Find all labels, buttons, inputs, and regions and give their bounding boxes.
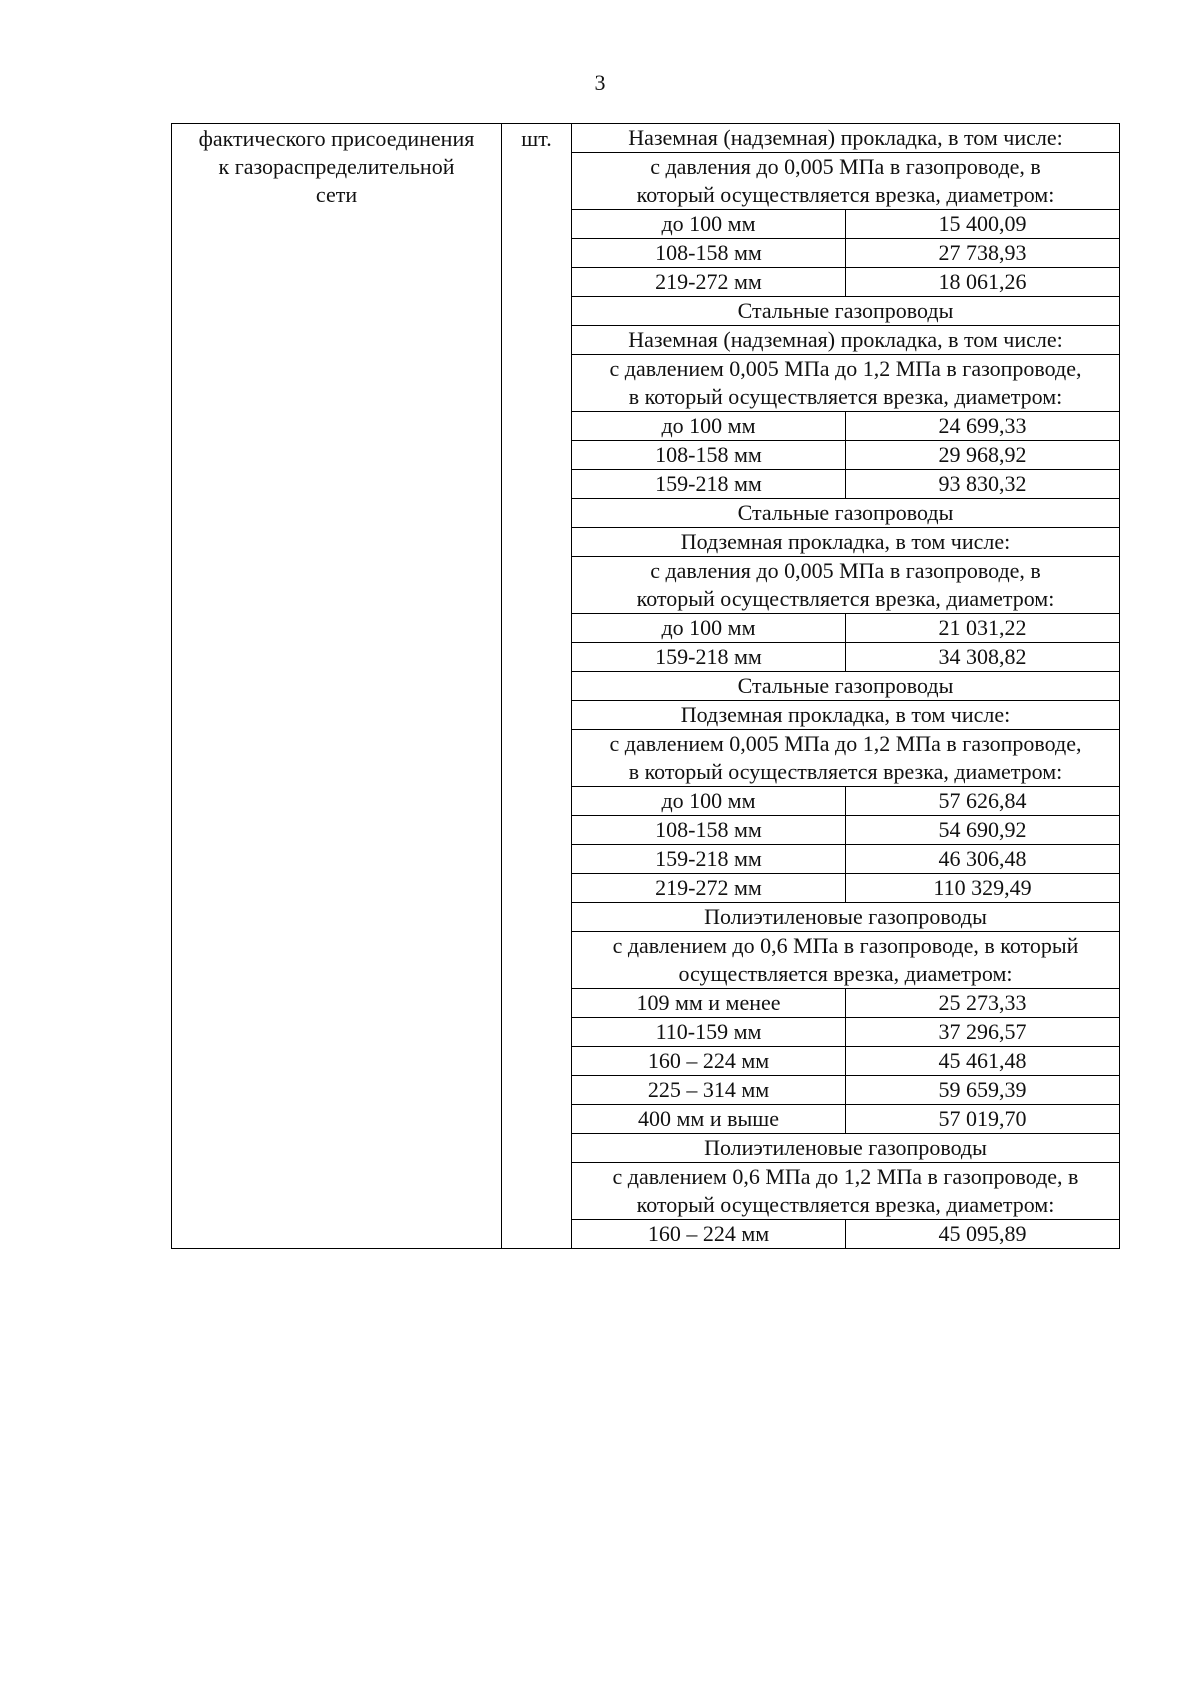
rate-value: 59 659,39 — [846, 1076, 1120, 1105]
rates-table — [572, 124, 1119, 1248]
rate-row — [572, 441, 1119, 470]
rate-value: 25 273,33 — [846, 989, 1120, 1018]
rate-row — [572, 816, 1119, 845]
rate-value: 21 031,22 — [846, 614, 1120, 643]
diameter-label: 108-158 мм — [572, 441, 846, 470]
section-row — [572, 124, 1119, 153]
rate-value: 18 061,26 — [846, 268, 1120, 297]
rates-cell — [572, 124, 1120, 1249]
rate-value: 15 400,09 — [846, 210, 1120, 239]
rate-value: 27 738,93 — [846, 239, 1120, 268]
rate-row — [572, 239, 1119, 268]
section-heading: Наземная (надземная) прокладка, в том числе: — [572, 326, 1119, 355]
rate-value: 24 699,33 — [846, 412, 1120, 441]
section-heading: Подземная прокладка, в том числе: — [572, 528, 1119, 557]
section-row — [572, 1134, 1119, 1163]
rate-value: 45 461,48 — [846, 1047, 1120, 1076]
diameter-label: до 100 мм — [572, 412, 846, 441]
rate-row — [572, 1220, 1119, 1249]
rate-value: 34 308,82 — [846, 643, 1120, 672]
rate-value: 46 306,48 — [846, 845, 1120, 874]
section-row — [572, 701, 1119, 730]
section-row — [572, 903, 1119, 932]
rate-row — [572, 874, 1119, 903]
rate-value: 37 296,57 — [846, 1018, 1120, 1047]
section-row — [572, 297, 1119, 326]
rate-row — [572, 787, 1119, 816]
section-heading: с давлением 0,6 МПа до 1,2 МПа в газопроводе, в который осуществляется врезка, диаметром: — [572, 1163, 1119, 1220]
section-heading: с давлением до 0,6 МПа в газопроводе, в который осуществляется врезка, диаметром: — [572, 932, 1119, 989]
diameter-label: 159-218 мм — [572, 845, 846, 874]
rate-value: 57 626,84 — [846, 787, 1120, 816]
section-heading: с давления до 0,005 МПа в газопроводе, в который осуществляется врезка, диаметром: — [572, 557, 1119, 614]
section-row — [572, 672, 1119, 701]
diameter-label: 109 мм и менее — [572, 989, 846, 1018]
rate-value: 57 019,70 — [846, 1105, 1120, 1134]
rate-value: 54 690,92 — [846, 816, 1120, 845]
section-heading: Подземная прокладка, в том числе: — [572, 701, 1119, 730]
section-heading: с давлением 0,005 МПа до 1,2 МПа в газопроводе, в который осуществляется врезка, диаметром: — [572, 355, 1119, 412]
diameter-label: 108-158 мм — [572, 816, 846, 845]
section-row — [572, 730, 1119, 787]
section-row — [572, 153, 1119, 210]
page-number: 3 — [594, 70, 606, 95]
unit-cell: шт. — [502, 124, 572, 1249]
section-heading: Стальные газопроводы — [572, 297, 1119, 326]
rate-row — [572, 268, 1119, 297]
rate-row — [572, 1105, 1119, 1134]
diameter-label: 160 – 224 мм — [572, 1047, 846, 1076]
section-row — [572, 1163, 1119, 1220]
section-row — [572, 355, 1119, 412]
diameter-label: до 100 мм — [572, 210, 846, 239]
section-row — [572, 557, 1119, 614]
section-heading: Наземная (надземная) прокладка, в том числе: — [572, 124, 1119, 153]
rate-value: 45 095,89 — [938, 1221, 1027, 1246]
rate-row — [572, 845, 1119, 874]
connection-description-cell — [172, 124, 502, 1249]
diameter-label: 108-158 мм — [572, 239, 846, 268]
diameter-label: до 100 мм — [572, 787, 846, 816]
section-heading: Полиэтиленовые газопроводы — [572, 903, 1119, 932]
description-line-3: сети — [315, 182, 358, 207]
diameter-label: 225 – 314 мм — [572, 1076, 846, 1105]
rate-row — [572, 614, 1119, 643]
rate-row — [572, 643, 1119, 672]
tariff-table — [171, 123, 1120, 1249]
section-row — [572, 326, 1119, 355]
diameter-label: 159-218 мм — [572, 470, 846, 499]
diameter-label: 160 – 224 мм — [572, 1220, 846, 1249]
rate-value: 29 968,92 — [846, 441, 1120, 470]
description-line-2: к газораспределительной — [218, 154, 455, 179]
description-line-1: фактического присоединения — [198, 126, 475, 151]
section-heading: с давления до 0,005 МПа в газопроводе, в который осуществляется врезка, диаметром: — [572, 153, 1119, 210]
rate-row — [572, 1047, 1119, 1076]
diameter-label: 400 мм и выше — [572, 1105, 846, 1134]
section-heading: Стальные газопроводы — [572, 672, 1119, 701]
diameter-label: 110-159 мм — [572, 1018, 846, 1047]
section-row — [572, 499, 1119, 528]
section-heading: с давлением 0,005 МПа до 1,2 МПа в газопроводе, в который осуществляется врезка, диаметром: — [572, 730, 1119, 787]
rate-row — [572, 210, 1119, 239]
diameter-label: 159-218 мм — [572, 643, 846, 672]
section-row — [572, 528, 1119, 557]
section-row — [572, 932, 1119, 989]
diameter-label: до 100 мм — [572, 614, 846, 643]
rate-row — [572, 989, 1119, 1018]
rate-row — [572, 412, 1119, 441]
rate-row — [572, 1076, 1119, 1105]
section-heading: Полиэтиленовые газопроводы — [572, 1134, 1119, 1163]
rate-row — [572, 1018, 1119, 1047]
section-heading: Стальные газопроводы — [572, 499, 1119, 528]
rate-value: 110 329,49 — [846, 874, 1120, 903]
rate-value: 93 830,32 — [846, 470, 1120, 499]
diameter-label: 219-272 мм — [572, 268, 846, 297]
rate-row — [572, 470, 1119, 499]
diameter-label: 219-272 мм — [572, 874, 846, 903]
